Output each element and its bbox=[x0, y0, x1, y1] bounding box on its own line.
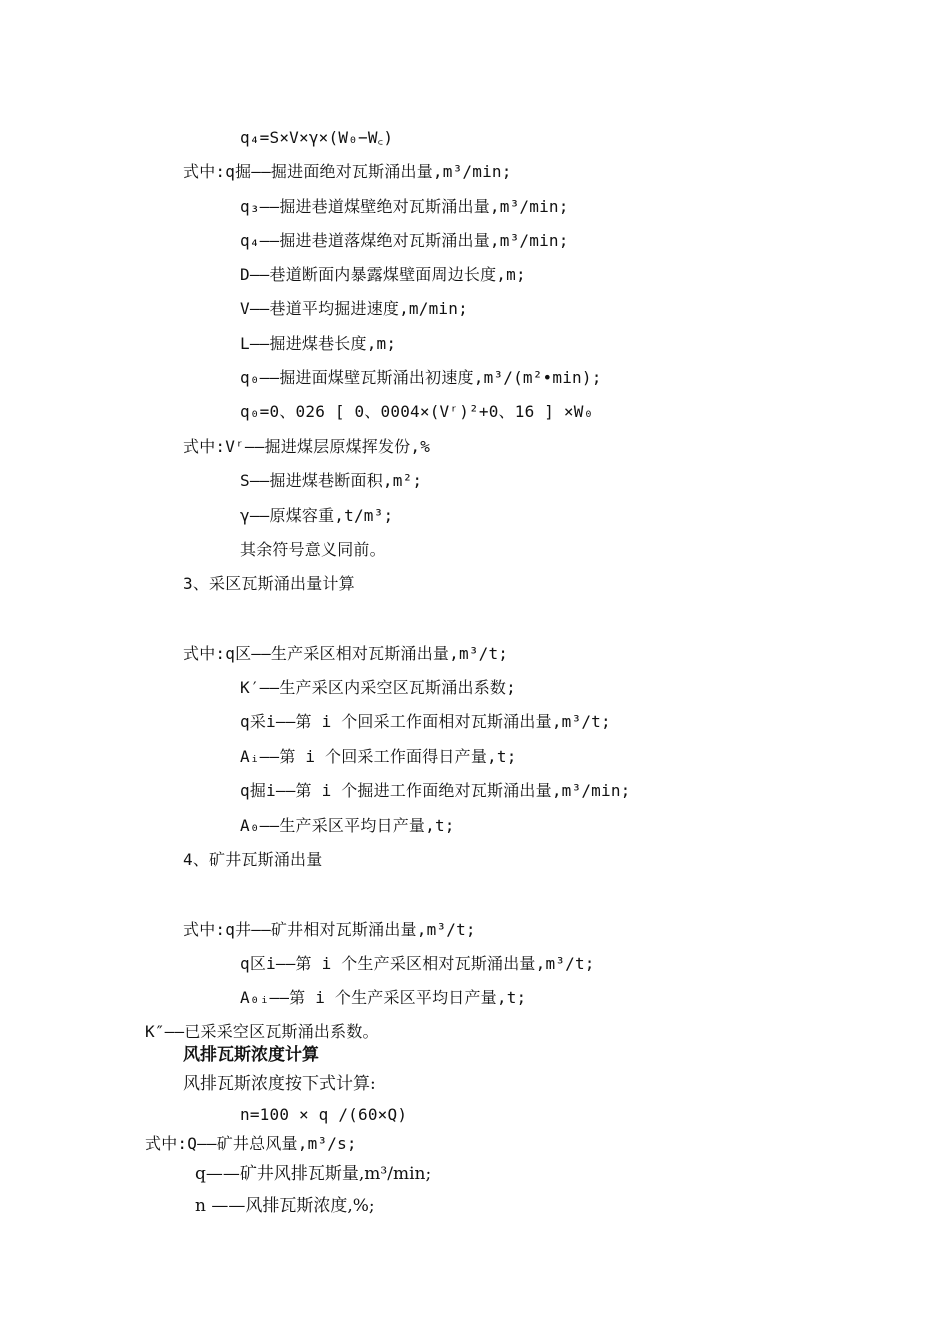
text-line: V——巷道平均掘进速度,m/min; bbox=[240, 299, 468, 318]
text-line: 3、采区瓦斯涌出量计算 bbox=[183, 574, 355, 593]
text-line: L——掘进煤巷长度,m; bbox=[240, 334, 397, 353]
text-line: K″——已采采空区瓦斯涌出系数。 bbox=[145, 1022, 379, 1041]
text-line: q₃——掘进巷道煤壁绝对瓦斯涌出量,m³/min; bbox=[240, 197, 569, 216]
text-line: 式中:q井——矿井相对瓦斯涌出量,m³/t; bbox=[183, 920, 476, 939]
text-line: q区i——第 i 个生产采区相对瓦斯涌出量,m³/t; bbox=[240, 954, 595, 973]
text-line: A₀——生产采区平均日产量,t; bbox=[240, 816, 455, 835]
text-line: q——矿井风排瓦斯量,m³/min; bbox=[195, 1164, 432, 1184]
text-line: q₀=0、026 [ 0、0004×(Vʳ)²+0、16 ] ×W₀ bbox=[240, 402, 594, 421]
text-line: γ——原煤容重,t/m³; bbox=[240, 506, 394, 525]
text-line: q₄——掘进巷道落煤绝对瓦斯涌出量,m³/min; bbox=[240, 231, 569, 250]
text-line: Aᵢ——第 i 个回采工作面得日产量,t; bbox=[240, 747, 517, 766]
text-line: 式中:Q——矿井总风量,m³/s; bbox=[145, 1134, 357, 1153]
text-line: q₀——掘进面煤壁瓦斯涌出初速度,m³/(m²•min); bbox=[240, 368, 602, 387]
text-line: n ——风排瓦斯浓度,%; bbox=[195, 1196, 375, 1216]
text-line: 式中:q区——生产采区相对瓦斯涌出量,m³/t; bbox=[183, 644, 509, 663]
text-line: D——巷道断面内暴露煤壁面周边长度,m; bbox=[240, 265, 526, 284]
text-line: A₀ᵢ——第 i 个生产采区平均日产量,t; bbox=[240, 988, 527, 1007]
text-line: 其余符号意义同前。 bbox=[240, 540, 386, 559]
text-line: q₄=S×V×γ×(W₀−W꜀) bbox=[240, 128, 394, 147]
text-line: 风排瓦斯浓度计算 bbox=[183, 1045, 319, 1065]
text-line: 风排瓦斯浓度按下式计算: bbox=[183, 1074, 376, 1094]
text-line: q采i——第 i 个回采工作面相对瓦斯涌出量,m³/t; bbox=[240, 712, 611, 731]
text-line: 4、矿井瓦斯涌出量 bbox=[183, 850, 323, 869]
text-line: K′——生产采区内采空区瓦斯涌出系数; bbox=[240, 678, 516, 697]
text-line: n=100 × q /(60×Q) bbox=[240, 1105, 408, 1124]
text-line: 式中:q掘——掘进面绝对瓦斯涌出量,m³/min; bbox=[183, 162, 512, 181]
text-line: S——掘进煤巷断面积,m²; bbox=[240, 471, 423, 490]
text-line: 式中:Vʳ——掘进煤层原煤挥发份,% bbox=[183, 437, 431, 456]
text-line: q掘i——第 i 个掘进工作面绝对瓦斯涌出量,m³/min; bbox=[240, 781, 631, 800]
